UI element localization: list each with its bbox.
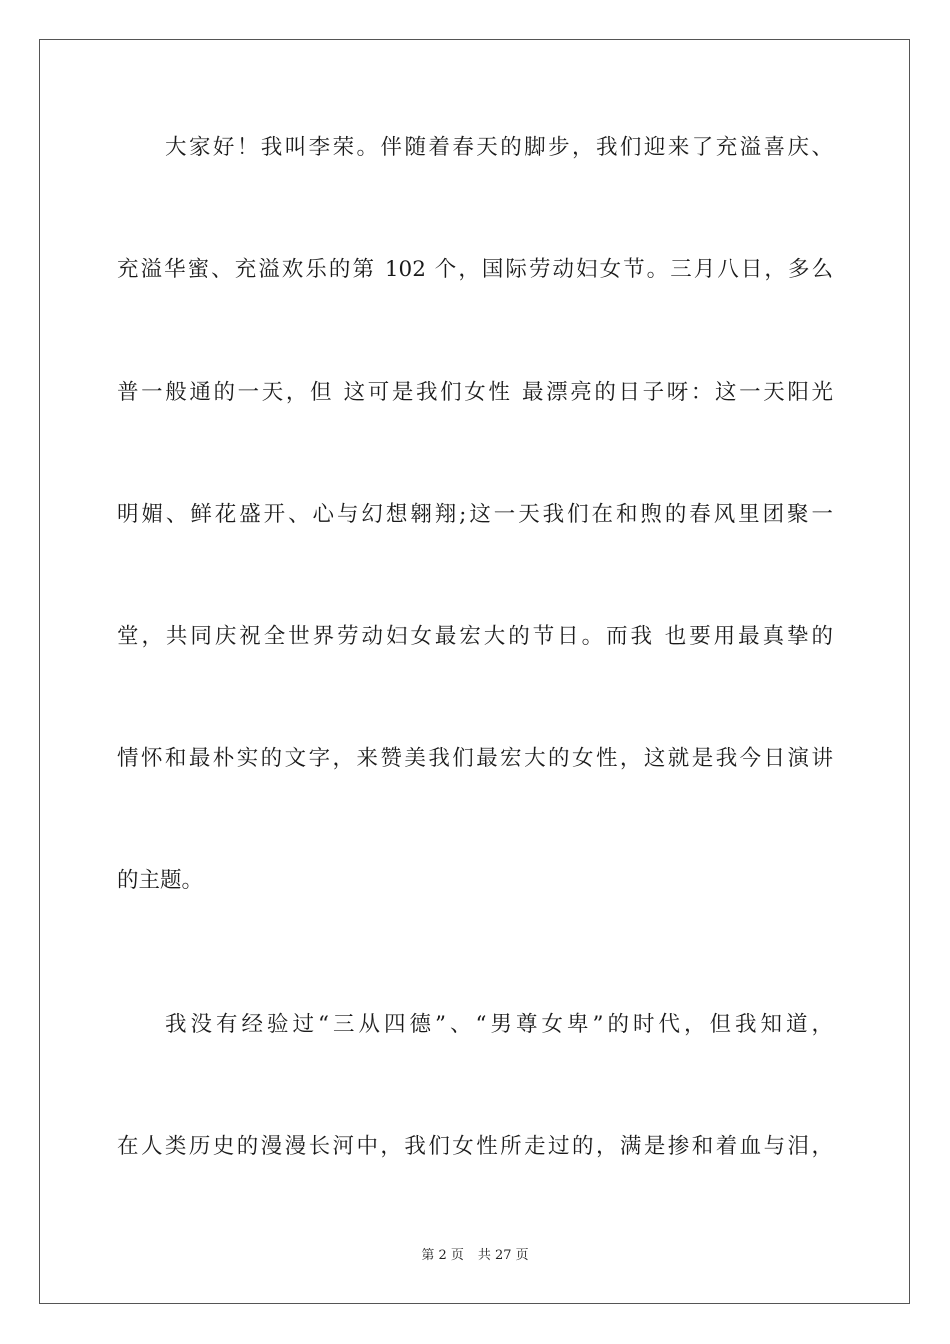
paragraph-1-line-7: 的主题。 xyxy=(117,868,204,893)
paragraph-1-line-4: 明媚、鲜花盛开、心与幻想翱翔;这一天我们在和煦的春风里团聚一 xyxy=(117,502,833,527)
page-footer xyxy=(0,1247,950,1265)
paragraph-1-line-1: 大家好！我叫李荣。伴随着春天的脚步，我们迎来了充溢喜庆、 xyxy=(165,135,833,160)
page-border xyxy=(39,39,910,1304)
paragraph-1-line-2: 充溢华蜜、充溢欢乐的第 102 个，国际劳动妇女节。三月八日，多么 xyxy=(117,257,833,282)
paragraph-2-line-2: 在人类历史的漫漫长河中，我们女性所走过的，满是掺和着血与泪， xyxy=(117,1134,833,1159)
page-number: 第 2 页 xyxy=(421,1248,464,1263)
paragraph-1-line-6: 情怀和最朴实的文字，来赞美我们最宏大的女性，这就是我今日演讲 xyxy=(117,746,833,771)
paragraph-1-line-5: 堂，共同庆祝全世界劳动妇女最宏大的节日。而我 也要用最真挚的 xyxy=(117,624,833,649)
paragraph-2-line-1: 我没有经验过“三从四德”、“男尊女卑”的时代，但我知道， xyxy=(165,1012,833,1037)
page-total: 共 27 页 xyxy=(477,1248,529,1263)
paragraph-1-line-3: 普一般通的一天，但 这可是我们女性 最漂亮的日子呀：这一天阳光 xyxy=(117,380,833,405)
